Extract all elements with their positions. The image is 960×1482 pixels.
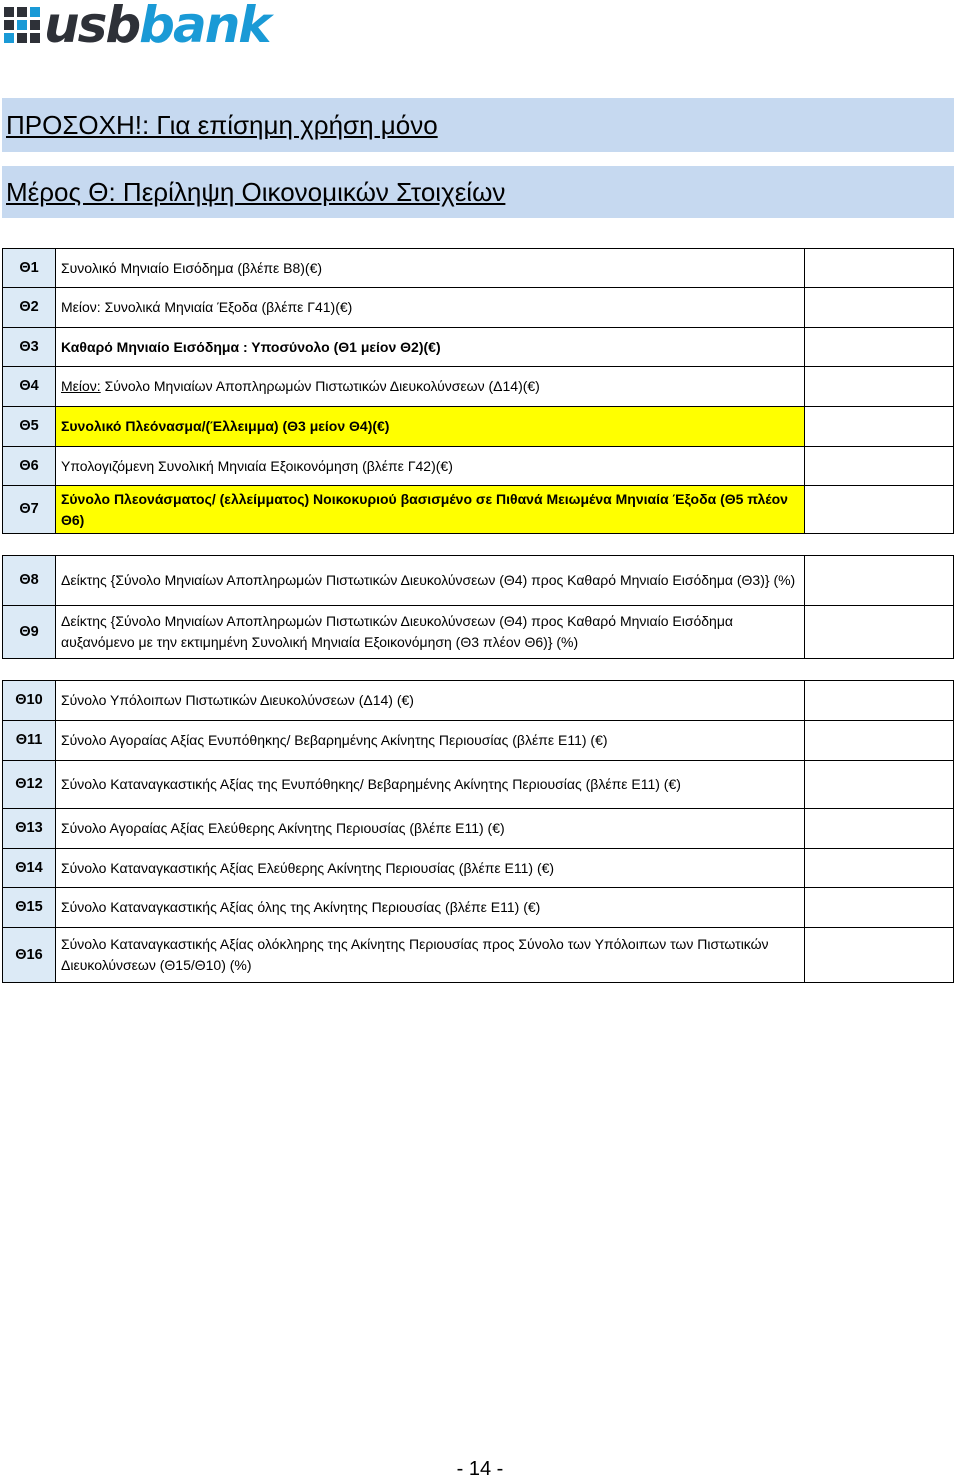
row-label: Σύνολο Υπόλοιπων Πιστωτικών Διευκολύνσεων (Δ14) (€) (56, 681, 805, 721)
page-number: - 14 - (456, 1458, 504, 1480)
row-label: Σύνολο Καταναγκαστικής Αξίας ολόκληρης της Ακίνητης Περιουσίας προς Σύνολο των Υπόλοιπων των Πιστωτικών Διευκολύνσεων (Θ15/Θ10) (%) (56, 928, 805, 983)
table-row (3, 328, 954, 367)
row-label: Σύνολο Καταναγκαστικής Αξίας Ελεύθερης Ακίνητης Περιουσίας (βλέπε Ε11) (€) (56, 849, 805, 888)
table-row (3, 407, 954, 447)
row-label: Σύνολο Αγοραίας Αξίας Ενυπόθηκης/ Βεβαρημένης Ακίνητης Περιουσίας (βλέπε Ε11) (€) (56, 721, 805, 761)
row-label: Δείκτης {Σύνολο Μηνιαίων Αποπληρωμών Πιστωτικών Διευκολύνσεων (Θ4) προς Καθαρό Μηνιαίο Εισόδημα (Θ3)} (%) (56, 556, 805, 606)
row-label: Συνολικό Πλεόνασμα/(Έλλειμμα) (Θ3 μείον Θ4)(€) (56, 407, 805, 447)
value-field[interactable] (805, 888, 954, 928)
row-label: Δείκτης {Σύνολο Μηνιαίων Αποπληρωμών Πιστωτικών Διευκολύνσεων (Θ4) προς Καθαρό Μηνιαίο Εισόδημα αυξανόμενο με την εκτιμημένη Συνολική Μηνιαία Εξοικονόμηση (Θ3 πλέον Θ6)} (%) (56, 606, 805, 659)
row-code: Θ9 (3, 606, 56, 659)
table-row (3, 681, 954, 721)
row-label: Καθαρό Μηνιαίο Εισόδημα : Υποσύνολο (Θ1 μείον Θ2)(€) (56, 328, 805, 367)
row-code: Θ3 (3, 328, 56, 367)
table-row (3, 367, 954, 407)
row-label: Μείον: Συνολικά Μηνιαία Έξοδα (βλέπε Γ41)(€) (56, 288, 805, 328)
row-code: Θ4 (3, 367, 56, 407)
summary-table-3 (2, 680, 954, 983)
value-field[interactable] (805, 288, 954, 328)
table-row (3, 249, 954, 288)
summary-table-1 (2, 248, 954, 534)
row-code: Θ8 (3, 556, 56, 606)
table-row (3, 849, 954, 888)
table-row (3, 928, 954, 983)
row-code: Θ5 (3, 407, 56, 447)
value-field[interactable] (805, 809, 954, 849)
value-field[interactable] (805, 249, 954, 288)
logo-grid-icon (4, 7, 40, 43)
table-row (3, 556, 954, 606)
row-code: Θ7 (3, 486, 56, 534)
value-field[interactable] (805, 761, 954, 809)
value-field[interactable] (805, 681, 954, 721)
row-code: Θ10 (3, 681, 56, 721)
table-row (3, 809, 954, 849)
logo-text-bank: bank (139, 0, 270, 54)
row-label-prefix: Μείον: (61, 378, 101, 394)
table-row (3, 721, 954, 761)
value-field[interactable] (805, 367, 954, 407)
row-code: Θ2 (3, 288, 56, 328)
usbbank-logo (4, 0, 270, 54)
row-code: Θ6 (3, 447, 56, 486)
row-label: Συνολικό Μηνιαίο Εισόδημα (βλέπε Β8)(€) (56, 249, 805, 288)
row-code: Θ12 (3, 761, 56, 809)
value-field[interactable] (805, 849, 954, 888)
summary-table-2 (2, 555, 954, 659)
row-label-text: Σύνολο Μηνιαίων Αποπληρωμών Πιστωτικών Διευκολύνσεων (Δ14)(€) (100, 378, 540, 394)
row-code: Θ15 (3, 888, 56, 928)
value-field[interactable] (805, 447, 954, 486)
table-row (3, 447, 954, 486)
row-label: Σύνολο Πλεονάσματος/ (ελλείμματος) Νοικοκυριού βασισμένο σε Πιθανά Μειωμένα Μηνιαία Έξοδα (Θ5 πλέον Θ6) (56, 486, 805, 534)
row-label: Σύνολο Καταναγκαστικής Αξίας όλης της Ακίνητης Περιουσίας (βλέπε Ε11) (€) (56, 888, 805, 928)
value-field[interactable] (805, 407, 954, 447)
row-code: Θ16 (3, 928, 56, 983)
table-row (3, 606, 954, 659)
row-code: Θ11 (3, 721, 56, 761)
row-label: Σύνολο Αγοραίας Αξίας Ελεύθερης Ακίνητης Περιουσίας (βλέπε Ε11) (€) (56, 809, 805, 849)
value-field[interactable] (805, 721, 954, 761)
table-row (3, 761, 954, 809)
value-field[interactable] (805, 556, 954, 606)
row-code: Θ13 (3, 809, 56, 849)
row-code: Θ14 (3, 849, 56, 888)
table-row (3, 486, 954, 534)
logo-text (44, 0, 270, 54)
row-code: Θ1 (3, 249, 56, 288)
table-row (3, 888, 954, 928)
logo-text-usb: usb (44, 0, 140, 54)
official-use-banner (2, 98, 954, 152)
section-title: Μέρος Θ: Περίληψη Οικονομικών Στοιχείων (6, 176, 506, 207)
value-field[interactable] (805, 328, 954, 367)
official-use-title: ΠΡΟΣΟΧΗ!: Για επίσημη χρήση μόνο (6, 109, 438, 140)
row-label: Σύνολο Καταναγκαστικής Αξίας της Ενυπόθηκης/ Βεβαρημένης Ακίνητης Περιουσίας (βλέπε Ε11) (€) (56, 761, 805, 809)
row-label (56, 367, 805, 407)
value-field[interactable] (805, 486, 954, 534)
value-field[interactable] (805, 928, 954, 983)
value-field[interactable] (805, 606, 954, 659)
section-title-banner (2, 166, 954, 218)
row-label: Υπολογιζόμενη Συνολική Μηνιαία Εξοικονόμηση (βλέπε Γ42)(€) (56, 447, 805, 486)
table-row (3, 288, 954, 328)
